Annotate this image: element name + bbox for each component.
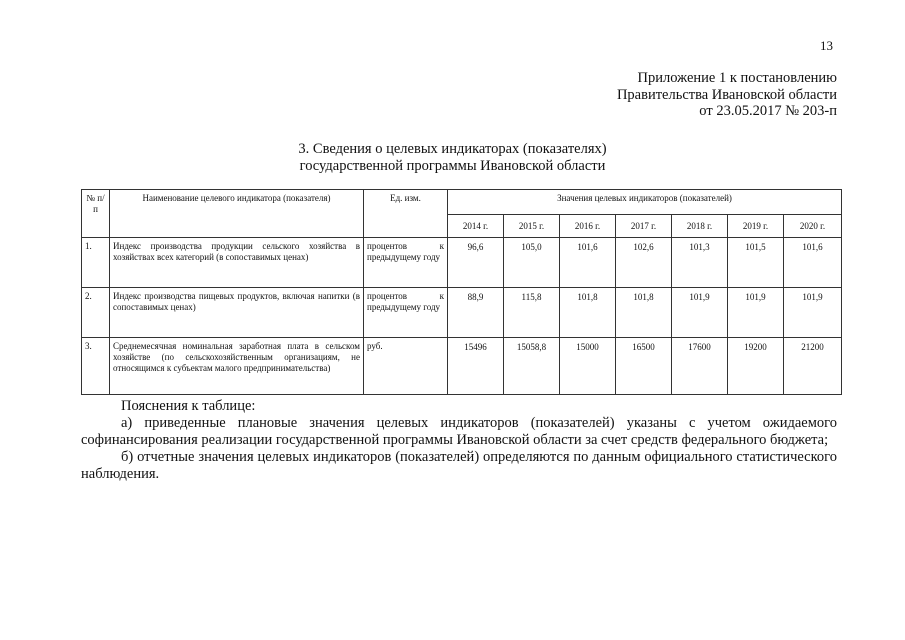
row-value: 101,5 xyxy=(728,238,784,288)
header-year: 2014 г. xyxy=(448,215,504,238)
row-value: 19200 xyxy=(728,338,784,395)
row-value: 115,8 xyxy=(504,288,560,338)
row-value: 96,6 xyxy=(448,238,504,288)
row-name: Индекс производства пищевых продуктов, включая напитки (в сопоставимых ценах) xyxy=(110,288,364,338)
row-value: 101,3 xyxy=(672,238,728,288)
row-value: 101,6 xyxy=(560,238,616,288)
table-row xyxy=(82,288,842,338)
row-value: 101,6 xyxy=(784,238,842,288)
row-value: 16500 xyxy=(616,338,672,395)
annex-header xyxy=(617,70,837,120)
row-value: 105,0 xyxy=(504,238,560,288)
header-name: Наименование целевого индикатора (показателя) xyxy=(110,190,364,238)
header-values: Значения целевых индикаторов (показателей) xyxy=(448,190,842,215)
row-value: 15000 xyxy=(560,338,616,395)
row-value: 101,9 xyxy=(728,288,784,338)
row-unit xyxy=(364,288,448,338)
annex-line-3: от 23.05.2017 № 203-п xyxy=(699,103,837,119)
row-num: 2. xyxy=(82,288,110,338)
section-title-line-2: государственной программы Ивановской области xyxy=(299,157,606,174)
row-name: Среднемесячная номинальная заработная плата в сельском хозяйстве (по сельскохозяйственным организациям, не относящимся к субъектам малого предпринимательства) xyxy=(110,338,364,395)
row-value: 101,8 xyxy=(616,288,672,338)
row-unit xyxy=(364,338,448,395)
row-unit-rest: предыдущему году xyxy=(367,302,441,312)
row-value: 15496 xyxy=(448,338,504,395)
header-unit: Ед. изм. xyxy=(364,190,448,238)
section-title xyxy=(0,141,905,174)
annex-line-1: Приложение 1 к постановлению xyxy=(637,70,837,86)
row-value: 101,8 xyxy=(560,288,616,338)
row-value: 88,9 xyxy=(448,288,504,338)
table-row xyxy=(82,338,842,395)
row-value: 15058,8 xyxy=(504,338,560,395)
table-header-row xyxy=(82,190,842,215)
row-unit-main: руб. xyxy=(367,341,383,351)
notes-heading: Пояснения к таблице: xyxy=(121,398,256,414)
row-num: 3. xyxy=(82,338,110,395)
row-unit-main: процентов xyxy=(367,291,408,301)
indicators-table xyxy=(81,189,842,395)
row-value: 101,9 xyxy=(784,288,842,338)
row-unit-k: к xyxy=(439,291,444,301)
row-value: 17600 xyxy=(672,338,728,395)
row-value: 102,6 xyxy=(616,238,672,288)
row-unit xyxy=(364,238,448,288)
notes-item-a: а) приведенные плановые значения целевых индикаторов (показателей) указаны с учетом ожидаемого софинансирования реализации государственной программы Ивановской области за счет средств федерального бюджета; xyxy=(81,415,837,448)
header-year: 2020 г. xyxy=(784,215,842,238)
table-notes xyxy=(81,398,837,483)
row-num: 1. xyxy=(82,238,110,288)
page-number: 13 xyxy=(820,38,833,53)
row-unit-k: к xyxy=(439,241,444,251)
header-num: № п/п xyxy=(82,190,110,238)
section-title-line-1: 3. Сведения о целевых индикаторах (показателях) xyxy=(298,141,607,157)
table-row xyxy=(82,238,842,288)
header-year: 2015 г. xyxy=(504,215,560,238)
row-value: 21200 xyxy=(784,338,842,395)
row-value: 101,9 xyxy=(672,288,728,338)
header-year: 2018 г. xyxy=(672,215,728,238)
header-year: 2017 г. xyxy=(616,215,672,238)
annex-line-2: Правительства Ивановской области xyxy=(616,86,837,103)
row-unit-main: процентов xyxy=(367,241,408,251)
header-year: 2016 г. xyxy=(560,215,616,238)
row-unit-rest: предыдущему году xyxy=(367,252,441,262)
header-year: 2019 г. xyxy=(728,215,784,238)
notes-item-b: б) отчетные значения целевых индикаторов (показателей) определяются по данным официального статистического наблюдения. xyxy=(81,449,837,482)
row-name: Индекс производства продукции сельского хозяйства в хозяйствах всех категорий (в сопоставимых ценах) xyxy=(110,238,364,288)
